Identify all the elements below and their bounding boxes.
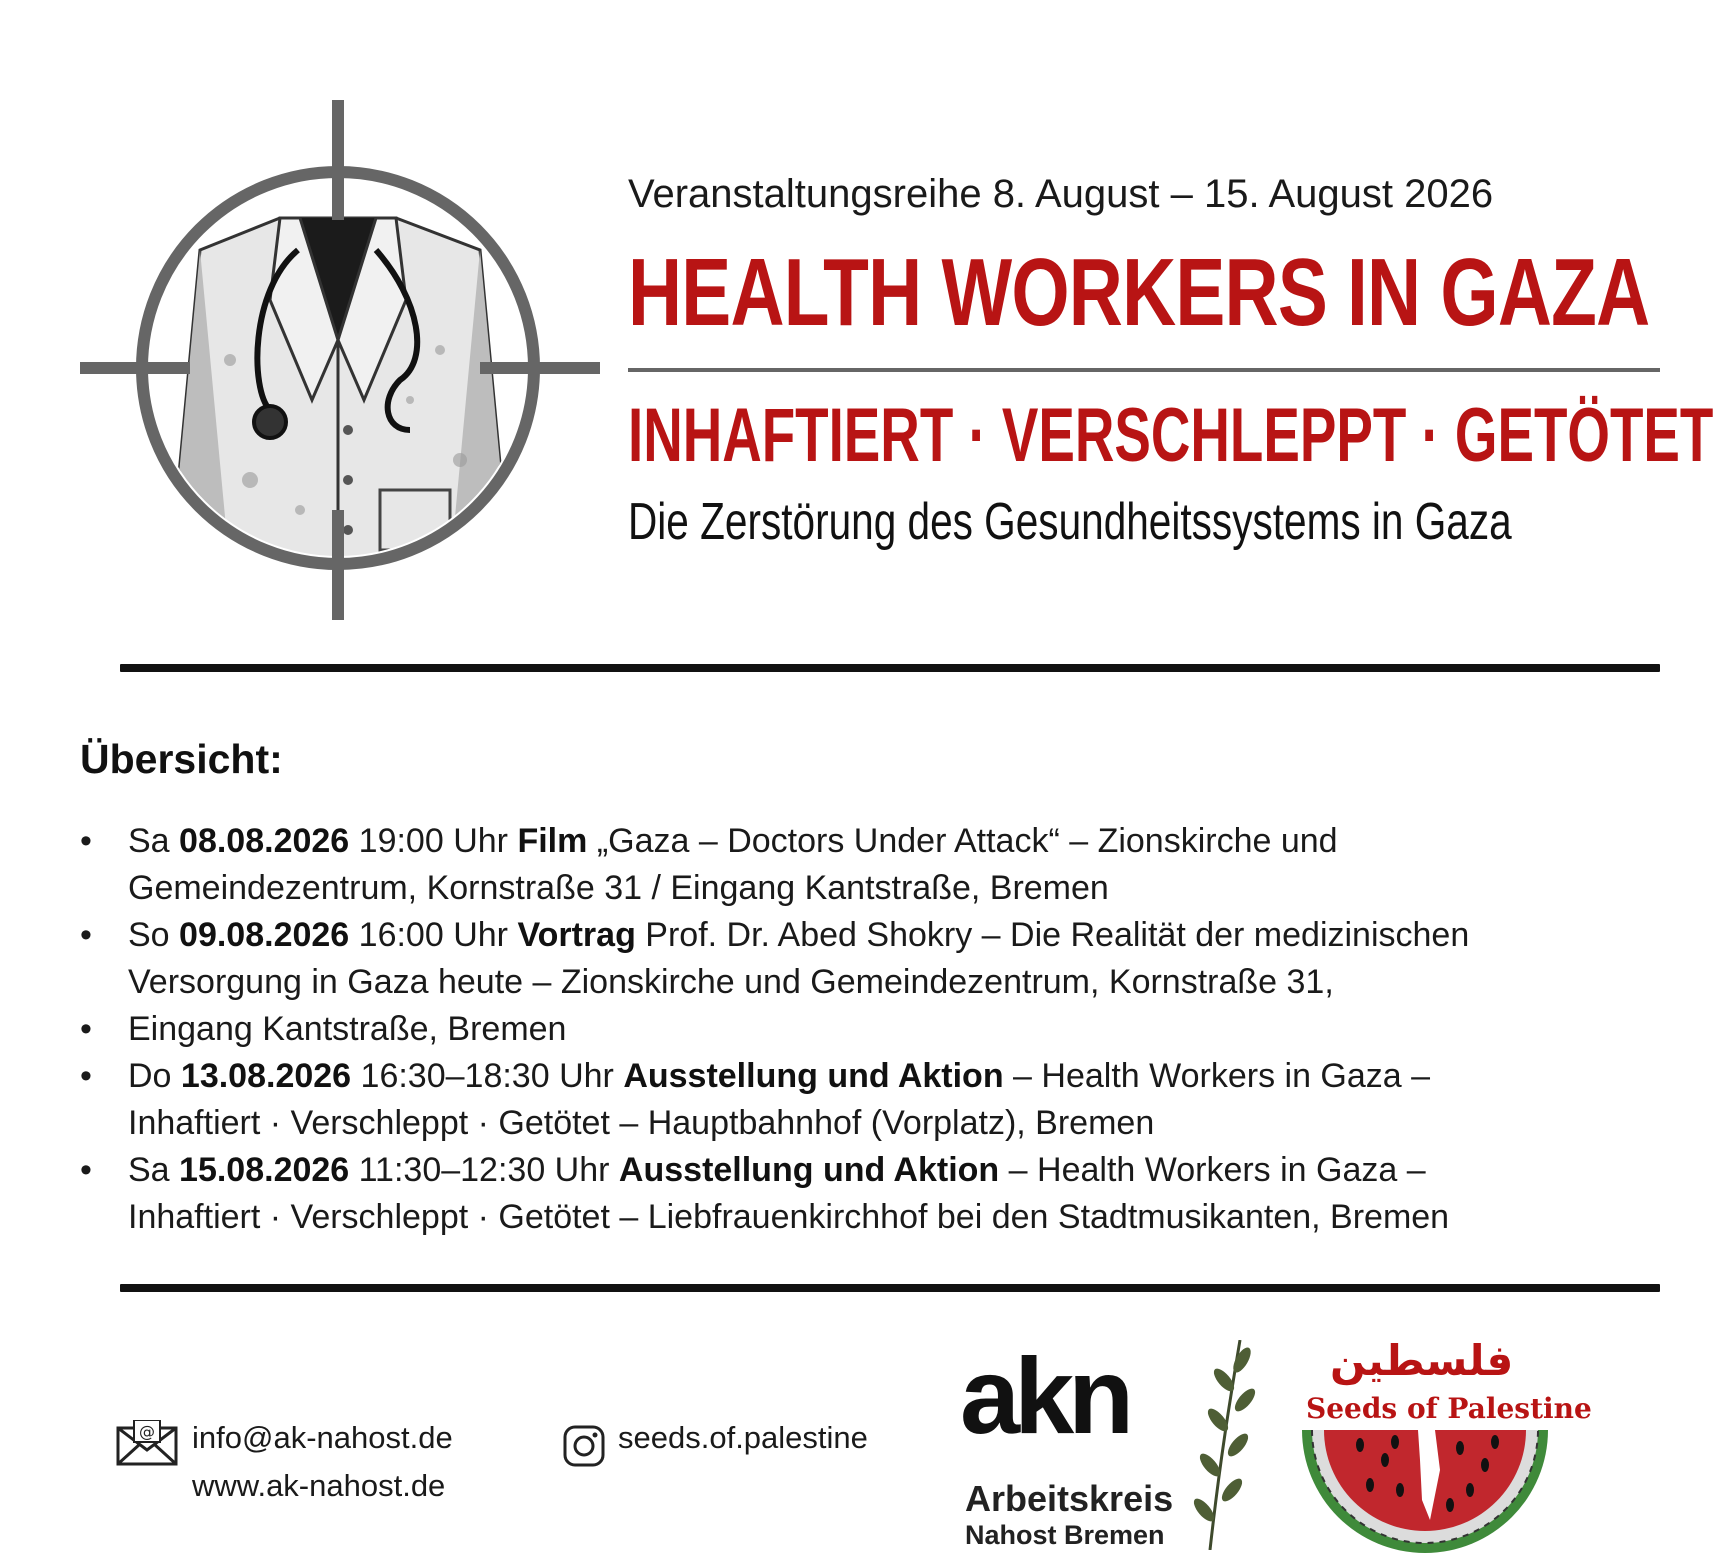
event-type: Vortrag (517, 916, 636, 954)
list-item (80, 1053, 1700, 1147)
list-item (80, 912, 1700, 1006)
main-title: HEALTH WORKERS IN GAZA (628, 239, 1650, 346)
bullet: • (80, 1057, 92, 1095)
event-time: 16:30–18:30 Uhr (360, 1057, 614, 1095)
event-type: Ausstellung und Aktion (623, 1057, 1004, 1095)
title-divider (628, 368, 1660, 372)
event-day: Sa (128, 822, 170, 860)
olive-branch-icon (1190, 1340, 1270, 1550)
event-series-dates: Veranstaltungsreihe 8. August – 15. August 2026 (628, 172, 1494, 216)
event-date: 15.08.2026 (179, 1151, 350, 1189)
event-type: Film (517, 822, 588, 860)
akn-logo-wordmark: akn (960, 1335, 1129, 1456)
event-date: 08.08.2026 (179, 822, 350, 860)
event-details: „Gaza – Doctors Under Attack“ – Zionskirche und (596, 822, 1338, 860)
event-location: Gemeindezentrum, Kornstraße 31 / Eingang Kantstraße, Bremen (128, 869, 1109, 907)
target-coat-illustration (80, 100, 600, 620)
divider-bottom (120, 1284, 1660, 1292)
event-list (80, 818, 1700, 1241)
event-day: Sa (128, 1151, 170, 1189)
mail-icon (116, 1420, 178, 1466)
event-day: Do (128, 1057, 172, 1095)
event-location: Inhaftiert · Verschleppt · Getötet – Liebfrauenkirchhof bei den Stadtmusikanten, Bremen (128, 1198, 1450, 1236)
event-location: Versorgung in Gaza heute – Zionskirche und Gemeindezentrum, Kornstraße 31, (128, 963, 1334, 1001)
list-item (80, 818, 1700, 912)
event-day: So (128, 916, 170, 954)
bullet: • (80, 822, 92, 860)
list-item (80, 1006, 1700, 1053)
bullet: • (80, 916, 92, 954)
akn-logo-line2: Nahost Bremen (965, 1520, 1165, 1550)
event-location: Inhaftiert · Verschleppt · Getötet – Hauptbahnhof (Vorplatz), Bremen (128, 1104, 1155, 1142)
svg-text:@: @ (139, 1422, 155, 1441)
event-details: Prof. Dr. Abed Shokry – Die Realität der medizinischen (645, 916, 1470, 954)
divider-top (120, 664, 1660, 672)
list-item (80, 1147, 1700, 1241)
instagram-icon (563, 1425, 605, 1467)
overview-heading: Übersicht: (80, 736, 283, 782)
instagram-handle[interactable]: seeds.of.palestine (618, 1420, 868, 1455)
bullet: • (80, 1010, 92, 1048)
akn-logo-line1: Arbeitskreis (965, 1478, 1174, 1519)
sop-logo-arabic: فلسطين (1330, 1336, 1514, 1385)
website-link[interactable]: www.ak-nahost.de (192, 1468, 446, 1503)
subtitle: INHAFTIERT · VERSCHLEPPT · GETÖTET (628, 393, 1714, 478)
watermelon-icon (1290, 1330, 1560, 1566)
event-date: 13.08.2026 (180, 1057, 352, 1095)
sop-logo-name: Seeds of Palestine (1306, 1392, 1592, 1425)
event-time: 19:00 Uhr (358, 822, 508, 860)
email-link[interactable]: info@ak-nahost.de (192, 1420, 453, 1455)
event-date: 09.08.2026 (179, 916, 350, 954)
event-type: Ausstellung und Aktion (618, 1151, 1000, 1189)
event-details: – Health Workers in Gaza – (1013, 1057, 1431, 1095)
event-time: 11:30–12:30 Uhr (358, 1151, 610, 1189)
event-time: 16:00 Uhr (358, 916, 508, 954)
event-location: Eingang Kantstraße, Bremen (128, 1010, 567, 1048)
tagline: Die Zerstörung des Gesundheitssystems in Gaza (628, 493, 1512, 551)
bullet: • (80, 1151, 92, 1189)
event-details: – Health Workers in Gaza – (1008, 1151, 1426, 1189)
